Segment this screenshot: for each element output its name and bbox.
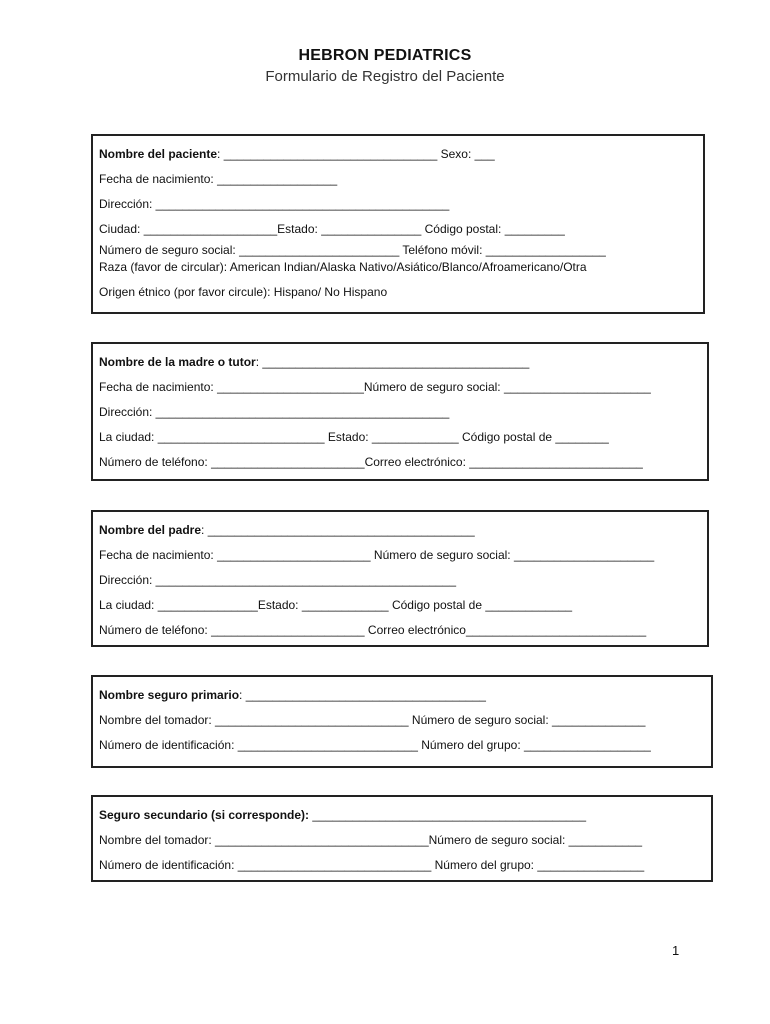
mother-dob-ssn-field[interactable]: Fecha de nacimiento: ______________________Número de seguro social: ______________________ bbox=[99, 380, 651, 394]
father-section bbox=[91, 510, 709, 647]
primary-insurance-name-row bbox=[99, 683, 711, 708]
primary-insurance-name-field[interactable]: : ____________________________________ bbox=[239, 688, 486, 702]
patient-dob-field[interactable]: Fecha de nacimiento: __________________ bbox=[99, 172, 338, 186]
secondary-holder-ssn-field[interactable]: Nombre del tomador: ________________________________Número de seguro social: ___________ bbox=[99, 833, 643, 847]
father-phone-email-field[interactable]: Número de teléfono: _______________________ Correo electrónico___________________________ bbox=[99, 623, 647, 637]
father-city-field[interactable]: La ciudad: _______________Estado: _____________ Código postal de _____________ bbox=[99, 598, 573, 612]
secondary-insurance-name-row bbox=[99, 803, 711, 828]
mother-name-label: Nombre de la madre o tutor bbox=[99, 355, 256, 369]
patient-name-label: Nombre del paciente bbox=[99, 147, 218, 161]
mother-name-field[interactable]: : ________________________________________ bbox=[255, 355, 530, 369]
primary-holder-ssn-field[interactable]: Nombre del tomador: _____________________________ Número de seguro social: ______________ bbox=[99, 713, 646, 727]
patient-city-field[interactable]: Ciudad: ____________________Estado: _______________ Código postal: _________ bbox=[99, 222, 565, 236]
father-dob-ssn-field[interactable]: Fecha de nacimiento: _______________________ Número de seguro social: _____________________ bbox=[99, 548, 655, 562]
patient-race-field[interactable]: Raza (favor de circular): American Indian/Alaska Nativo/Asiático/Blanco/Afroamericano/Otra bbox=[99, 260, 587, 274]
primary-id-group-field[interactable]: Número de identificación: ___________________________ Número del grupo: ___________________ bbox=[99, 738, 651, 752]
patient-name-field[interactable]: : ________________________________ Sexo: ___ bbox=[217, 147, 495, 161]
page-number: 1 bbox=[672, 943, 680, 958]
father-name-field[interactable]: : ________________________________________ bbox=[201, 523, 475, 537]
document-subtitle: Formulario de Registro del Paciente bbox=[265, 68, 505, 85]
secondary-insurance-name-field[interactable]: _________________________________________ bbox=[309, 808, 587, 822]
mother-address-field[interactable]: Dirección: ____________________________________________ bbox=[99, 405, 450, 419]
patient-name-row bbox=[99, 142, 703, 167]
father-name-label: Nombre del padre bbox=[99, 523, 202, 537]
secondary-insurance-section bbox=[91, 795, 713, 882]
document-title: HEBRON PEDIATRICS bbox=[298, 47, 472, 64]
mother-name-row bbox=[99, 350, 707, 375]
patient-section bbox=[91, 134, 705, 314]
mother-section bbox=[91, 342, 709, 481]
mother-phone-email-field[interactable]: Número de teléfono: _______________________Correo electrónico: __________________________ bbox=[99, 455, 643, 469]
patient-ethnic-field[interactable]: Origen étnico (por favor circule): Hispano/ No Hispano bbox=[99, 285, 388, 299]
secondary-id-group-field[interactable]: Número de identificación: _____________________________ Número del grupo: ________________ bbox=[99, 858, 645, 872]
primary-insurance-label: Nombre seguro primario bbox=[99, 688, 240, 702]
secondary-insurance-label: Seguro secundario (si corresponde): bbox=[99, 808, 310, 822]
father-name-row bbox=[99, 518, 707, 543]
primary-insurance-section bbox=[91, 675, 713, 768]
patient-ssn-phone-field[interactable]: Número de seguro social: ________________________ Teléfono móvil: __________________ bbox=[99, 243, 606, 257]
mother-city-field[interactable]: La ciudad: _________________________ Estado: _____________ Código postal de ________ bbox=[99, 430, 609, 444]
father-address-field[interactable]: Dirección: _____________________________________________ bbox=[99, 573, 457, 587]
patient-address-field[interactable]: Dirección: ____________________________________________ bbox=[99, 197, 450, 211]
